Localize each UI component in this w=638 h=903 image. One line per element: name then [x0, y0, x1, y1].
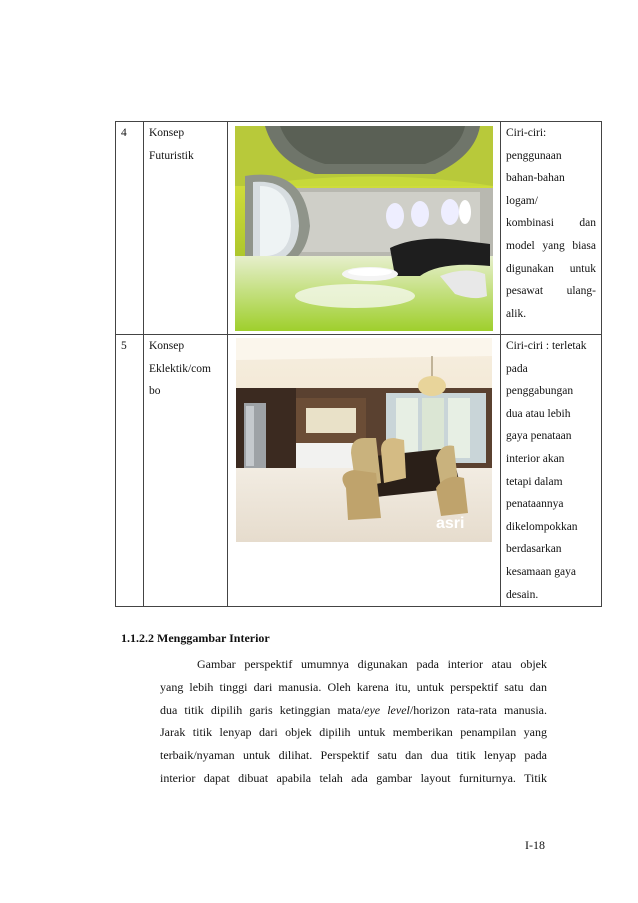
image-cell — [228, 335, 501, 607]
desc-line: logam/ — [506, 194, 538, 207]
paragraph-line: terbaik/nyaman untuk dilihat. Perspektif satu dan dua titik lenyap pada — [160, 748, 547, 763]
desc-line: penataannya — [506, 498, 564, 511]
concept-name — [144, 122, 228, 335]
paragraph-line: yang lebih tinggi dari manusia. Oleh karena itu, untuk perspektif satu dan — [160, 679, 547, 694]
desc-line: kombinasi dan — [506, 217, 596, 230]
concept-line: Eklektik/com — [149, 362, 211, 375]
desc-line: alik. — [506, 307, 527, 320]
desc-line: berdasarkan — [506, 543, 562, 556]
concept-line: bo — [149, 385, 161, 398]
desc-line: kesamaan gaya — [506, 565, 576, 578]
concept-line: Konsep — [149, 127, 185, 139]
desc-line: dikelompokkan — [506, 520, 578, 533]
section-heading: 1.1.2.2 Menggambar Interior — [121, 631, 270, 645]
desc-line: Ciri-ciri: — [506, 127, 547, 139]
desc-line: pada — [506, 362, 528, 375]
desc-line: interior akan — [506, 452, 565, 465]
eclectic-interior-photo — [236, 338, 492, 542]
paragraph-line: Jarak titik lenyap dari objek dipilih untuk memberikan penampilan yang — [160, 725, 547, 740]
desc-line: pesawat ulang- — [506, 285, 596, 298]
concept-line: Futuristik — [149, 149, 194, 162]
concept-line: Konsep — [149, 340, 185, 352]
desc-line: model yang biasa — [506, 239, 596, 252]
paragraph-line: interior dapat dibuat apabila telah ada gambar layout furniturnya. Titik — [160, 770, 547, 785]
futuristic-interior-photo — [235, 126, 493, 331]
description — [501, 122, 602, 335]
desc-line: tetapi dalam — [506, 475, 563, 488]
watermark-text: asri — [436, 515, 465, 532]
concept-table — [115, 121, 602, 607]
desc-line: gaya penataan — [506, 430, 572, 443]
paragraph-line: Gambar perspektif umumnya digunakan pada interior atau objek — [197, 657, 547, 671]
row-number: 5 — [116, 335, 144, 607]
table-row — [116, 122, 602, 335]
desc-line: dua atau lebih — [506, 407, 571, 420]
concept-name — [144, 335, 228, 607]
emphasis-text: eye level — [364, 702, 410, 717]
body-paragraph — [160, 653, 547, 790]
desc-line: penggunaan — [506, 149, 562, 162]
image-cell — [228, 122, 501, 335]
row-number: 4 — [116, 122, 144, 335]
page-number: I-18 — [525, 838, 545, 852]
description — [501, 335, 602, 607]
desc-line: desain. — [506, 588, 539, 601]
table-row — [116, 335, 602, 607]
desc-line: penggabungan — [506, 385, 574, 398]
desc-line: Ciri-ciri : terletak — [506, 340, 587, 352]
desc-line: bahan-bahan — [506, 172, 565, 185]
paragraph-line: dua titik dipilih garis ketinggian mata/eye level/horizon rata-rata manusia. — [160, 702, 547, 717]
desc-line: digunakan untuk — [506, 262, 596, 275]
